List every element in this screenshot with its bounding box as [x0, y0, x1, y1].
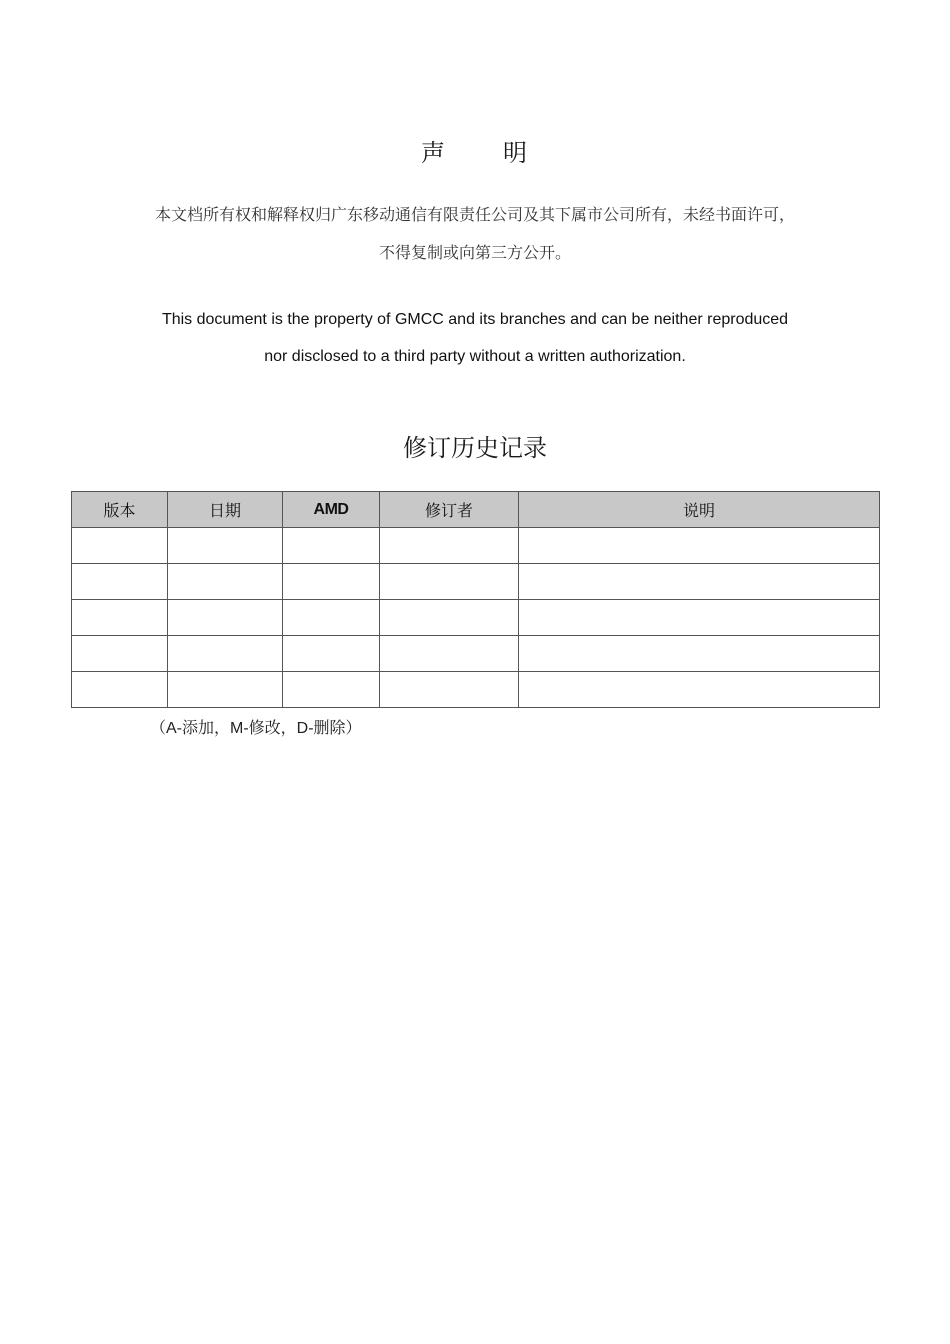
- table-header-row: [72, 492, 880, 528]
- column-header-reviser: 修订者: [380, 492, 519, 528]
- table-row: [72, 636, 880, 672]
- table-cell: [519, 600, 880, 636]
- table-cell: [519, 672, 880, 708]
- revision-history-title: 修订历史记录: [403, 435, 547, 462]
- table-cell: [72, 672, 168, 708]
- table-cell: [283, 528, 380, 564]
- table-cell: [168, 636, 283, 672]
- declaration-title: [0, 133, 950, 168]
- declaration-en-line-1: This document is the property of GMCC and its branches and can be neither reproduced: [161, 311, 789, 328]
- table-cell: [283, 672, 380, 708]
- table-cell: [168, 600, 283, 636]
- table-cell: [380, 636, 519, 672]
- declaration-cn-line-2: 不得复制或向第三方公开。: [378, 243, 571, 262]
- table-cell: [283, 600, 380, 636]
- table-cell: [72, 528, 168, 564]
- table-cell: [168, 564, 283, 600]
- table-cell: [168, 528, 283, 564]
- declaration-cn-line-1: 本文档所有权和解释权归广东移动通信有限责任公司及其下属市公司所有，未经书面许可，: [154, 205, 795, 224]
- amd-legend-note: （A-添加，M-修改，D-删除）: [150, 720, 362, 737]
- revision-history-table: [71, 491, 880, 708]
- table-cell: [380, 528, 519, 564]
- declaration-en-line-2: nor disclosed to a third party without a written authorization.: [264, 348, 686, 365]
- table-cell: [380, 672, 519, 708]
- declaration-title-right: 明: [503, 140, 529, 167]
- column-header-amd: AMD: [283, 492, 380, 528]
- declaration-title-left: 声: [421, 140, 447, 167]
- table-cell: [283, 636, 380, 672]
- column-header-description: 说明: [519, 492, 880, 528]
- table-cell: [72, 636, 168, 672]
- table-cell: [380, 564, 519, 600]
- table-cell: [168, 672, 283, 708]
- table-cell: [519, 564, 880, 600]
- column-header-version: 版本: [72, 492, 168, 528]
- table-row: [72, 528, 880, 564]
- table-cell: [519, 528, 880, 564]
- table-cell: [72, 564, 168, 600]
- table-row: [72, 564, 880, 600]
- column-header-date: 日期: [168, 492, 283, 528]
- table-cell: [283, 564, 380, 600]
- table-row: [72, 600, 880, 636]
- table-row: [72, 672, 880, 708]
- table-cell: [72, 600, 168, 636]
- table-cell: [519, 636, 880, 672]
- table-cell: [380, 600, 519, 636]
